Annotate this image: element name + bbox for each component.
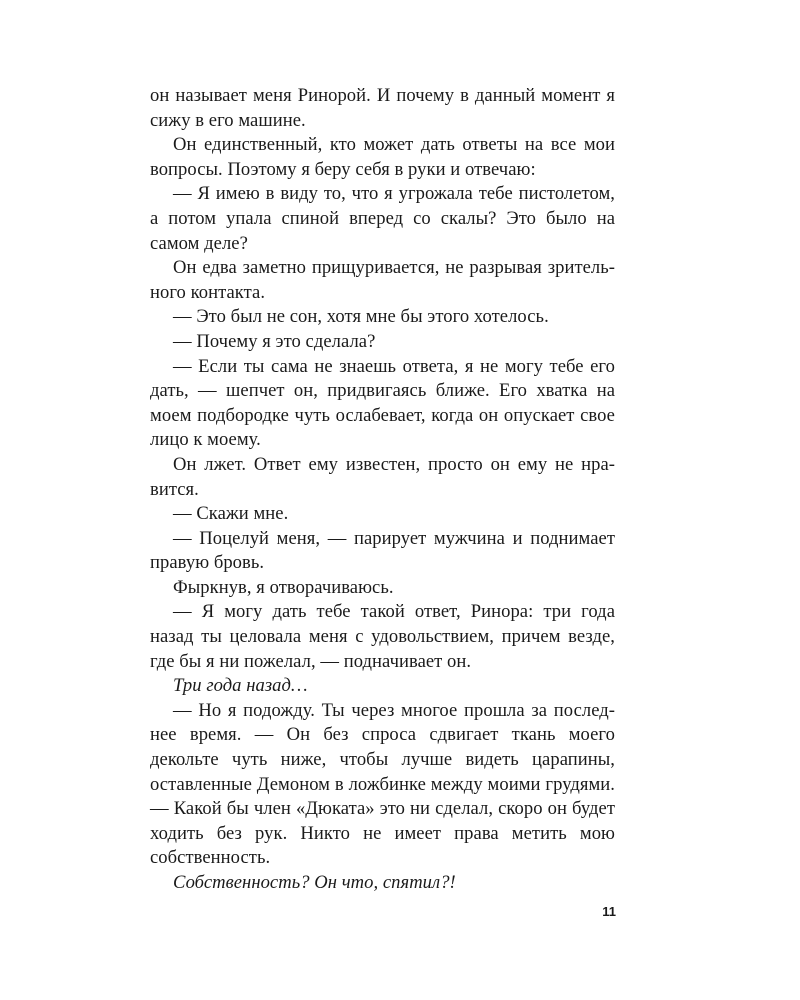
paragraph-9: — Скажи мне. xyxy=(173,503,289,525)
paragraph-6: — Почему я это сделала? xyxy=(173,330,376,352)
paragraph-1: он называет меня Ринорой. И почему в данный момент я сижу в его машине. xyxy=(150,85,615,131)
paragraph-14: — Но я подожду. Ты через многое прошла за последнее время. — Он без спроса сдвигает ткань моего декольте чуть ниже, чтобы лучше видеть царапины, оставленные Демоном в ложбинке между моими грудями. — Какой бы член «Дюката» это ни сделал, скоро он будет ходить без рук. Никто не имеет права метить мою собственность. xyxy=(150,699,615,869)
paragraph-15-italic: Собственность? Он что, спятил?! xyxy=(173,872,456,893)
page-number: 11 xyxy=(602,904,616,919)
paragraph-5: — Это был не сон, хотя мне бы этого хотелось. xyxy=(173,306,549,328)
paragraph-3: — Я имею в виду то, что я угрожала тебе пистолетом, а потом упала спиной вперед со скалы? Это было на самом деле? xyxy=(150,183,615,254)
page-body xyxy=(150,84,615,896)
paragraph-8: Он лжет. Ответ ему известен, просто он ему не нравится. xyxy=(150,453,615,500)
paragraph-12: — Я могу дать тебе такой ответ, Ринора: три года назад ты целовала меня с удовольствием, причем везде, где бы я ни пожелал, — подначивает он. xyxy=(150,601,615,672)
paragraph-11: Фыркнув, я отворачиваюсь. xyxy=(173,576,394,598)
paragraph-4: Он едва заметно прищуривается, не разрывая зрительного контакта. xyxy=(150,257,615,303)
paragraph-13-italic: Три года назад… xyxy=(173,675,308,697)
paragraph-2: Он единственный, кто может дать ответы на все мои вопросы. Поэтому я беру себя в руки и отвечаю: xyxy=(150,134,615,180)
paragraph-10: — Поцелуй меня, — парирует мужчина и поднимает правую бровь. xyxy=(150,527,615,574)
paragraph-7: — Если ты сама не знаешь ответа, я не могу тебе его дать, — шепчет он, придвигаясь ближе. Его хватка на моем подбородке чуть ослабевает, когда он опускает свое лицо к моему. xyxy=(150,355,615,451)
